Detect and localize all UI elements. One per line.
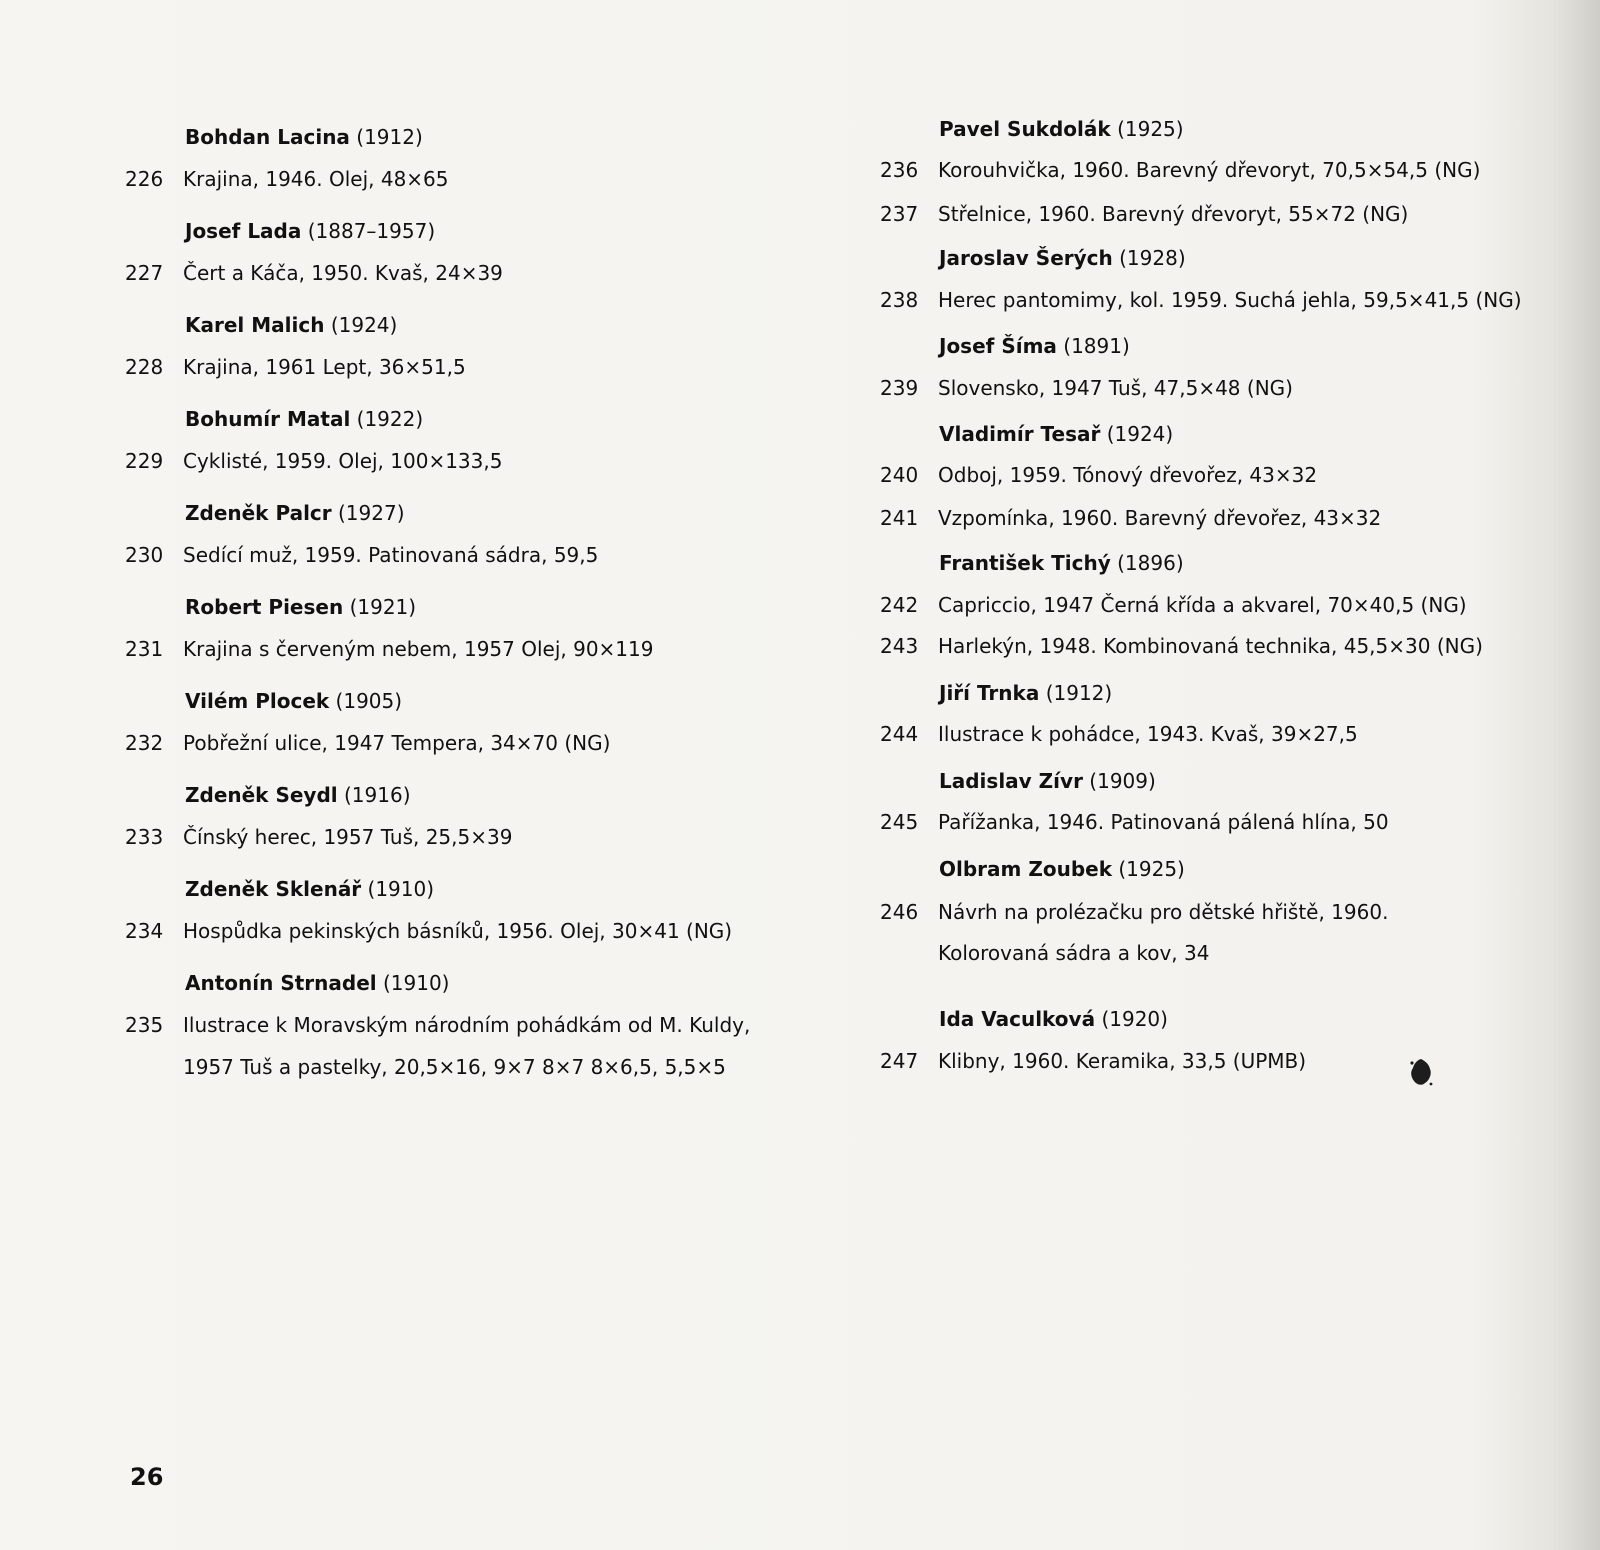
artist-years: (1910) <box>382 971 450 995</box>
artist-heading <box>939 550 1184 576</box>
entry-number: 232 <box>125 731 164 755</box>
artist-years: (1928) <box>1119 246 1186 270</box>
entry-number: 229 <box>125 449 164 473</box>
artist-heading <box>185 124 423 150</box>
artist-name: Antonín Strnadel <box>185 971 377 995</box>
entry-number: 242 <box>880 593 919 617</box>
entry-description: Krajina s červeným nebem, 1957 Olej, 90×119 <box>183 637 654 661</box>
entry-number: 240 <box>880 463 919 487</box>
entry-description: Slovensko, 1947 Tuš, 47,5×48 (NG) <box>938 376 1293 400</box>
entry-description: Střelnice, 1960. Barevný dřevoryt, 55×72 (NG) <box>938 202 1409 226</box>
artist-heading <box>939 333 1130 359</box>
artist-years: (1909) <box>1089 769 1156 793</box>
artist-heading <box>185 876 434 902</box>
artist-name: Josef Šíma <box>939 334 1057 358</box>
entry-description: Čert a Káča, 1950. Kvaš, 24×39 <box>183 261 503 285</box>
artist-heading <box>939 768 1156 794</box>
artist-heading <box>185 406 423 432</box>
entry-description: Herec pantomimy, kol. 1959. Suchá jehla, 59,5×41,5 (NG) <box>938 288 1522 312</box>
artist-years: (1922) <box>356 407 424 431</box>
entry-number: 245 <box>880 810 919 834</box>
artist-heading <box>939 245 1186 271</box>
artist-heading <box>939 1006 1168 1032</box>
artist-heading <box>185 970 450 996</box>
entry-description: Odboj, 1959. Tónový dřevořez, 43×32 <box>938 463 1318 487</box>
entry-description: Krajina, 1946. Olej, 48×65 <box>183 167 449 191</box>
artist-heading <box>939 680 1112 706</box>
entry-number: 241 <box>880 506 919 530</box>
artist-name: Ladislav Zívr <box>939 769 1083 793</box>
entry-description: Klibny, 1960. Keramika, 33,5 (UPMB) <box>938 1049 1307 1073</box>
artist-name: Olbram Zoubek <box>939 857 1112 881</box>
artist-years: (1925) <box>1117 117 1184 141</box>
entry-description: Návrh na prolézačku pro dětské hřiště, 1960. <box>938 900 1389 924</box>
entry-description: Čínský herec, 1957 Tuš, 25,5×39 <box>183 825 513 849</box>
entry-description: Pobřežní ulice, 1947 Tempera, 34×70 (NG) <box>183 731 611 755</box>
artist-name: Jaroslav Šerých <box>939 246 1113 270</box>
entry-description: Ilustrace k Moravským národním pohádkám od M. Kuldy, <box>183 1013 751 1037</box>
artist-years: (1924) <box>1106 422 1174 446</box>
entry-number: 235 <box>125 1013 164 1037</box>
artist-years: (1921) <box>349 595 417 619</box>
entry-number: 239 <box>880 376 919 400</box>
artist-name: Josef Lada <box>185 219 302 243</box>
artist-heading <box>185 594 416 620</box>
left-column <box>125 0 825 1550</box>
entry-description: Harlekýn, 1948. Kombinovaná technika, 45,5×30 (NG) <box>938 634 1483 658</box>
entry-description: 1957 Tuš a pastelky, 20,5×16, 9×7 8×7 8×6,5, 5,5×5 <box>183 1055 726 1079</box>
artist-years: (1920) <box>1101 1007 1168 1031</box>
artist-heading <box>185 782 411 808</box>
entry-description: Kolorovaná sádra a kov, 34 <box>938 941 1210 965</box>
page-number: 26 <box>130 1463 164 1491</box>
entry-number: 228 <box>125 355 164 379</box>
artist-name: Vladimír Tesař <box>939 422 1101 446</box>
artist-name: Zdeněk Sklenář <box>185 877 362 901</box>
artist-heading <box>185 312 397 338</box>
artist-years: (1924) <box>330 313 398 337</box>
artist-name: Robert Piesen <box>185 595 344 619</box>
artist-name: Karel Malich <box>185 313 325 337</box>
artist-heading <box>185 218 435 244</box>
entry-description: Sedící muž, 1959. Patinovaná sádra, 59,5 <box>183 543 599 567</box>
entry-number: 230 <box>125 543 164 567</box>
entry-number: 236 <box>880 158 919 182</box>
artist-years: (1912) <box>356 125 423 149</box>
artist-heading <box>939 856 1185 882</box>
artist-name: Bohumír Matal <box>185 407 351 431</box>
entry-description: Capriccio, 1947 Černá křída a akvarel, 70×40,5 (NG) <box>938 593 1467 617</box>
artist-heading <box>185 500 405 526</box>
artist-years: (1910) <box>367 877 435 901</box>
entry-description: Korouhvička, 1960. Barevný dřevoryt, 70,5×54,5 (NG) <box>938 158 1481 182</box>
entry-description: Krajina, 1961 Lept, 36×51,5 <box>183 355 466 379</box>
artist-years: (1905) <box>335 689 403 713</box>
entry-description: Ilustrace k pohádce, 1943. Kvaš, 39×27,5 <box>938 722 1358 746</box>
artist-years: (1887–1957) <box>307 219 436 243</box>
artist-name: Vilém Plocek <box>185 689 330 713</box>
artist-heading <box>939 116 1184 142</box>
entry-number: 243 <box>880 634 919 658</box>
artist-name: František Tichý <box>939 551 1111 575</box>
entry-description: Vzpomínka, 1960. Barevný dřevořez, 43×32 <box>938 506 1382 530</box>
artist-name: Jiří Trnka <box>939 681 1040 705</box>
entry-number: 238 <box>880 288 919 312</box>
artist-name: Zdeněk Palcr <box>185 501 332 525</box>
entry-number: 247 <box>880 1049 919 1073</box>
entry-number: 233 <box>125 825 164 849</box>
artist-years: (1925) <box>1118 857 1185 881</box>
entry-description: Cyklisté, 1959. Olej, 100×133,5 <box>183 449 503 473</box>
entry-number: 237 <box>880 202 919 226</box>
entry-number: 231 <box>125 637 164 661</box>
artist-years: (1927) <box>338 501 405 525</box>
entry-number: 234 <box>125 919 164 943</box>
artist-heading <box>185 688 402 714</box>
entry-number: 227 <box>125 261 164 285</box>
artist-years: (1912) <box>1045 681 1113 705</box>
artist-heading <box>939 421 1173 447</box>
entry-number: 244 <box>880 722 919 746</box>
artist-years: (1916) <box>344 783 411 807</box>
entry-number: 246 <box>880 900 919 924</box>
artist-years: (1891) <box>1063 334 1130 358</box>
artist-name: Ida Vaculková <box>939 1007 1096 1031</box>
artist-years: (1896) <box>1117 551 1184 575</box>
artist-name: Zdeněk Seydl <box>185 783 338 807</box>
entry-description: Hospůdka pekinských básníků, 1956. Olej, 30×41 (NG) <box>183 919 733 943</box>
right-column <box>880 0 1580 1550</box>
artist-name: Pavel Sukdolák <box>939 117 1111 141</box>
entry-number: 226 <box>125 167 164 191</box>
artist-name: Bohdan Lacina <box>185 125 350 149</box>
entry-description: Pařížanka, 1946. Patinovaná pálená hlína, 50 <box>938 810 1389 834</box>
ink-spot <box>1408 1057 1434 1087</box>
